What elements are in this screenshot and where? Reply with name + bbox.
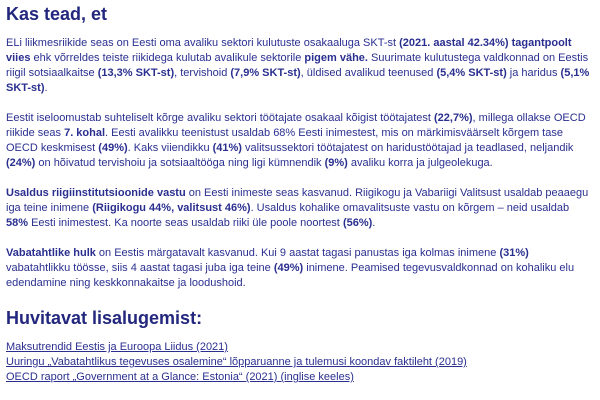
body-text: vabatahtlikku töösse, siis 4 aastat tagasi juba iga teine xyxy=(6,262,274,274)
bold-text: Vabatahtlike hulk xyxy=(6,247,96,259)
bold-text: (31%) xyxy=(499,247,529,259)
bold-text: (2021. aastal 42.34%) tagantpoolt viies xyxy=(6,37,572,64)
link-tax-trends[interactable]: Maksutrendid Eestis ja Euroopa Liidus (2021) xyxy=(6,341,228,353)
link-volunteer-study[interactable]: Uuringu „Vabatahtlikus tegevuses osalemine“ lõpparuanne ja tulemusi koondav faktileht (2019) xyxy=(6,356,467,368)
body-text: Eesti inimestest. Ka noorte seas usaldab riiki üle poole noortest xyxy=(28,217,343,229)
body-text: , millega ollakse OECD riikide seas xyxy=(6,112,586,139)
bold-text: (49%) xyxy=(98,142,128,154)
body-text: on Eestis märgatavalt kasvanud. Kui 9 aastat tagasi panustas iga kolmas inimene xyxy=(95,247,500,259)
body-text: on Eesti inimeste seas kasvanud. Riigikogu ja Vabariigi Valitsust usaldab peaaegu iga teine inimene xyxy=(6,187,589,214)
bold-text: (41%) xyxy=(212,142,242,154)
bold-text: (5,4% SKT-st) xyxy=(436,67,507,79)
further-reading-links xyxy=(6,340,594,385)
body-text: . xyxy=(44,82,48,94)
bold-text: (22,7%) xyxy=(434,112,473,124)
body-text: inimene. Peamised tegevusvaldkonnad on kohaliku elu edendamine ning keskkonnakaitse ja loodushoid. xyxy=(6,262,575,289)
paragraph-spending xyxy=(6,36,594,96)
bold-text: 58% xyxy=(6,217,29,229)
bold-text: (7,9% SKT-st) xyxy=(230,67,301,79)
body-text: ELi liikmesriikide seas on Eesti oma avaliku sektori kulutuste osakaaluga SKT-st xyxy=(6,37,400,49)
body-text: . Usaldus kohalike omavalitsuste vastu on kõrgem – neid usaldab xyxy=(250,202,570,214)
page-title: Kas tead, et xyxy=(6,4,108,24)
body-text: on hõivatud tervishoiu ja sotsiaaltööga ning ligi kümnendik xyxy=(35,157,325,169)
body-text: . Eesti avalikku teenistust usaldab 68% Eesti inimestest, mis on märkimisväärselt kõrgem tase OECD keskmisest xyxy=(6,127,563,154)
body-text: Eestit iseloomustab suhteliselt kõrge avaliku sektori töötajate osakaal kõigist töötajatest xyxy=(6,112,435,124)
bold-text: (9%) xyxy=(324,157,348,169)
paragraph-volunteers xyxy=(6,246,594,291)
body-text: ehk võrreldes teiste riikidega kulutab avalikule sektorile xyxy=(30,52,305,64)
bold-text: 7. kohal xyxy=(64,127,106,139)
body-text: Suurimate kulutustega valdkonnad on Eestis riigil sotsiaalkaitse xyxy=(6,52,589,79)
paragraph-trust xyxy=(6,186,594,231)
bold-text: (49%) xyxy=(273,262,304,274)
bold-text: (5,1% SKT-st) xyxy=(6,67,590,94)
body-text: ja haridus xyxy=(506,67,561,79)
further-reading-heading: Huvitavat lisalugemist: xyxy=(6,308,203,328)
paragraph-employees xyxy=(6,111,594,171)
bold-text: (56%) xyxy=(342,217,373,229)
body-text: avaliku korra ja julgeolekuga. xyxy=(347,157,493,169)
bold-text: (Riigikogu 44%, valitsust 46%) xyxy=(92,202,251,214)
bold-text: pigem vähe. xyxy=(304,52,368,64)
body-text: valitsussektori töötajatest on haridustöötajad ja teadlased, neljandik xyxy=(241,142,574,154)
link-oecd-report[interactable]: OECD raport „Government at a Glance: Estonia“ (2021) (inglise keeles) xyxy=(6,371,354,383)
bold-text: (13,3% SKT-st) xyxy=(97,67,175,79)
body-text: , üldised avalikud teenused xyxy=(300,67,437,79)
body-text: , tervishoid xyxy=(174,67,231,79)
bold-text: Usaldus riigiinstitutsioonide vastu xyxy=(6,187,186,199)
body-text: . Kaks viiendikku xyxy=(127,142,213,154)
bold-text: (24%) xyxy=(6,157,36,169)
body-text: . xyxy=(372,217,376,229)
